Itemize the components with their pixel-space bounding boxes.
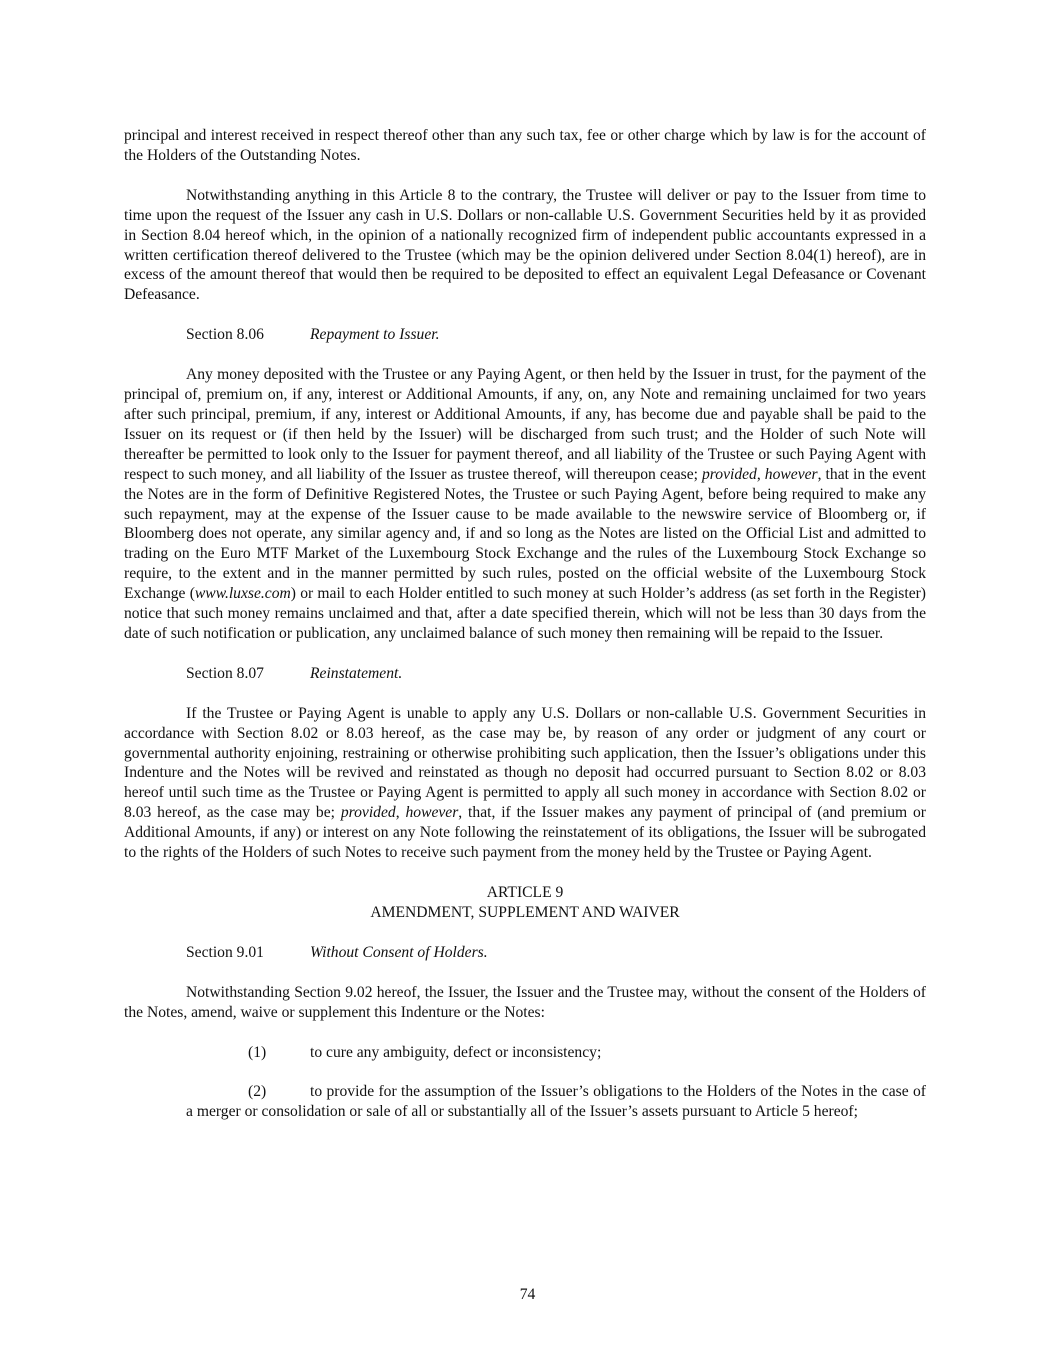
section-title: Without Consent of Holders. xyxy=(310,943,488,961)
section-heading-8-07 xyxy=(124,664,926,684)
section-number: Section 8.06 xyxy=(186,326,264,344)
article-number: ARTICLE 9 xyxy=(486,884,564,901)
paragraph-text: , xyxy=(756,465,765,483)
list-item-text: to provide for the assumption of the Issuer’s obligations to the Holders of the Notes in the case of a merger or consolidation or sale of all or substantially all of the Issuer’s assets pursuant to Article 5 hereof; xyxy=(186,1083,926,1121)
list-item-text: to cure any ambiguity, defect or inconsistency; xyxy=(310,1043,602,1061)
emphasis-however: however xyxy=(405,804,459,822)
section-title: Reinstatement. xyxy=(310,664,403,682)
section-title: Repayment to Issuer. xyxy=(310,326,440,344)
paragraph-text: , that, if the Issuer makes any payment of principal of (and premium or Additional Amounts, if any) or interest on any Note following the reinstatement of its obligations, the Issuer will be subrogated to the rights of the Holders of such Notes to receive such payment from the money held by the Trustee or Paying Agent. xyxy=(124,804,926,862)
paragraph-trustee-delivery: Notwithstanding anything in this Article 8 to the contrary, the Trustee will deliver or pay to the Issuer from time to time upon the request of the Issuer any cash in U.S. Dollars or non-callable U.S. Government Securities held by it as provided in Section 8.04 hereof which, in the opinion of a nationally recognized firm of independent public accountants expressed in a written certification thereof delivered to the Trustee (which may be the opinion delivered under Section 8.04(1) hereof), are in excess of the amount thereof that would then be required to be deposited to effect an equivalent Legal Defeasance or Covenant Defeasance. xyxy=(124,186,926,304)
section-number: Section 9.01 xyxy=(186,943,264,961)
list-item-label: (2) xyxy=(248,1083,267,1101)
section-number: Section 8.07 xyxy=(186,664,264,682)
paragraph-text: If the Trustee or Paying Agent is unable to apply any U.S. Dollars or non-callable U.S. Government Securities in accordance with Section 8.02 or 8.03 hereof, as the case may be, by reason of any order or judgment of any court or governmental authority enjoining, restraining or otherwise prohibiting such application, then the Issuer’s obligations under this Indenture and the Notes will be revived and reinstated as though no deposit had occurred pursuant to Section 8.02 or 8.03 hereof until such time as the Trustee or Paying Agent is permitted to apply all such money in accordance with Section 8.02 or 8.03 hereof, as the case may be; xyxy=(124,704,926,822)
paragraph-text: , xyxy=(395,804,406,822)
document-page xyxy=(124,126,926,1122)
page-number: 74 xyxy=(519,1286,536,1303)
paragraph-repayment xyxy=(124,365,926,644)
article-title: AMENDMENT, SUPPLEMENT AND WAIVER xyxy=(370,903,680,921)
paragraph-continuation: principal and interest received in respect thereof other than any such tax, fee or other charge which by law is for the account of the Holders of the Outstanding Notes. xyxy=(124,127,926,164)
emphasis-provided: provided xyxy=(340,804,396,822)
section-heading-9-01 xyxy=(124,943,926,963)
paragraph-reinstatement xyxy=(124,704,926,863)
emphasis-provided: provided xyxy=(702,465,757,483)
list-item-label: (1) xyxy=(248,1043,267,1061)
paragraph-text: Any money deposited with the Trustee or any Paying Agent, or then held by the Issuer in trust, for the payment of the principal of, premium on, if any, interest or Additional Amounts, if any, on, any Note and remaining unclaimed for two years after such principal, premium, if any, interest or Additional Amounts, if any, has become due and payable shall be paid to the Issuer on its request or (if then held by the Issuer) will be discharged from such trust; and the Holder of such Note will thereafter be permitted to look only to the Issuer for payment thereof, and all liability of the Trustee or such Paying Agent with respect to such money, and all liability of the Issuer as trustee thereof, will thereupon cease; xyxy=(124,366,926,483)
website-reference: www.luxse.com xyxy=(194,585,291,603)
emphasis-however: however xyxy=(764,465,818,483)
paragraph-amendment-intro: Notwithstanding Section 9.02 hereof, the Issuer, the Issuer and the Trustee may, without the consent of the Holders of the Notes, amend, waive or supplement this Indenture or the Notes: xyxy=(124,983,926,1021)
paragraph-text: , that in the event the Notes are in the form of Definitive Registered Notes, the Trustee or such Paying Agent, before being required to make any such repayment, may at the expense of the Issuer cause to be made available to the newswire service of Bloomberg or, if Bloomberg does not operate, any similar agency and, if and so long as the Notes are listed on the Official List and admitted to trading on the Euro MTF Market of the Luxembourg Stock Exchange and the rules of the Luxembourg Stock Exchange so require, to the extent and in the manner permitted by such rules, posted on the official website of the Luxembourg Stock Exchange ( xyxy=(124,465,927,603)
section-heading-8-06 xyxy=(124,325,926,345)
paragraph-text: ) or mail to each Holder entitled to such money at such Holder’s address (as set forth in the Register) notice that such money remains unclaimed and that, after a date specified therein, which will not be less than 30 days from the date of such notification or publication, any unclaimed balance of such money then remaining will be repaid to the Issuer. xyxy=(124,585,926,642)
article-heading xyxy=(124,883,926,923)
list-item xyxy=(124,1082,926,1122)
list-item xyxy=(124,1043,926,1063)
